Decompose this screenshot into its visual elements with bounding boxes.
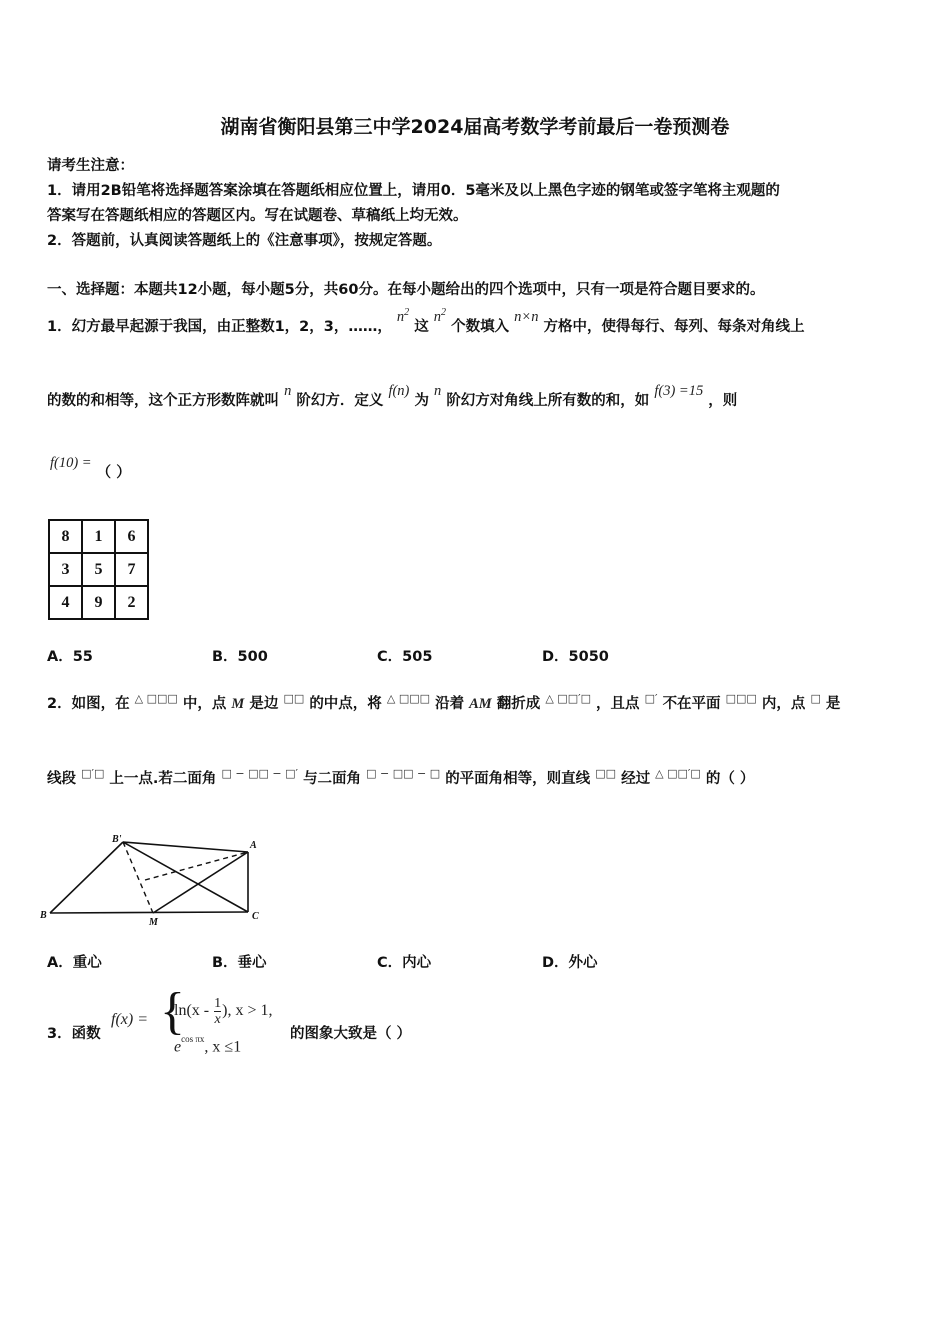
q2-formula: △ □□′□ [545, 692, 591, 705]
piecewise-case-1 [174, 996, 272, 1027]
q2-text: 与二面角 [303, 771, 362, 787]
page-title: 湖南省衡阳县第三中学2024届高考数学考前最后一卷预测卷 [220, 116, 730, 138]
notice-line-1: 1．请用2B铅笔将选择题答案涂填在答题纸相应位置上，请用0．5毫米及以上黑色字迹的钢笔或签字笔将主观题的 [47, 183, 780, 199]
q1-math: f(3) =15 [654, 383, 704, 399]
label-c: C [252, 911, 259, 922]
label-a: A [250, 840, 257, 851]
q1-line-2 [47, 383, 738, 410]
q2-formula: □′□ [81, 767, 105, 780]
label-b: B [40, 910, 47, 921]
q3-function-name: f(x) = [111, 1011, 148, 1028]
q1-text: 1．幻方最早起源于我国，由正整数1，2，3，……， [47, 319, 392, 335]
q2-formula: □′ [644, 692, 658, 705]
piecewise-case-2 [174, 1034, 242, 1056]
q1-math: $n^2$ [433, 307, 447, 325]
q2-text: 中，点 [182, 696, 227, 712]
q2-text: 的平面角相等，则直线 [445, 771, 591, 787]
dashed-inner [145, 852, 248, 880]
q2-text: 2．如图，在 [47, 696, 130, 712]
q1-text: 阶幻方．定义 [296, 393, 384, 409]
case1-suffix: ), x > 1, [222, 1002, 273, 1020]
edge-b-bprime [50, 842, 123, 913]
q2-line-2 [47, 767, 754, 788]
edge-bprime-c [123, 842, 248, 912]
q2-line-1 [47, 692, 840, 713]
q2-option-d: D．外心 [542, 955, 598, 971]
q1-math: n [284, 383, 292, 399]
q2-text: ，且点 [596, 696, 640, 712]
q1-text: 方格中，使得每行、每列、每条对角线上 [543, 319, 805, 335]
q1-text: 个数填入 [451, 319, 510, 335]
q1-math: n×n [514, 309, 539, 325]
edge-bprime-a [123, 842, 248, 852]
grid-cell: 5 [82, 553, 115, 586]
grid-cell: 7 [115, 553, 148, 586]
q2-option-a: A．重心 [47, 955, 102, 971]
q2-text: 翻折成 [496, 696, 541, 712]
fraction-denominator: x [214, 1012, 221, 1027]
exp-power: cos πx [181, 1034, 205, 1044]
grid-cell: 6 [115, 520, 148, 553]
q1-math: $n^2$ [396, 307, 410, 325]
q2-text: 是 [825, 696, 841, 712]
grid-cell: 3 [49, 553, 82, 586]
q2-text: 内，点 [761, 696, 806, 712]
grid-cell: 2 [115, 586, 148, 619]
q2-formula: □ [810, 692, 821, 705]
q2-text: 上一点.若二面角 [109, 771, 217, 787]
piecewise-brace: { [160, 983, 185, 1040]
folding-figure [40, 830, 280, 930]
q2-option-c: C．内心 [377, 955, 432, 971]
label-bprime: B' [112, 834, 122, 845]
q1-text: 这 [414, 319, 429, 335]
q2-text: 的（ ） [705, 771, 755, 787]
q1-text: （ ） [96, 465, 131, 481]
q2-formula: □ − □□ − □ [366, 767, 441, 780]
q2-formula: □ − □□ − □′ [221, 767, 298, 780]
q1-option-b: B．500 [212, 649, 268, 665]
q1-line-1 [47, 307, 805, 336]
q2-formula: □□ [283, 692, 305, 705]
case1-prefix: ln(x - [174, 1002, 214, 1020]
q1-math: f(10) = [50, 455, 92, 471]
q3-tail: 的图象大致是（ ） [290, 1026, 412, 1042]
case2-suffix: , x ≤1 [204, 1038, 242, 1056]
q1-text: 的数的和相等，这个正方形数阵就叫 [47, 393, 279, 409]
q1-math: f(n) [388, 383, 410, 399]
label-m: M [149, 917, 158, 928]
q1-option-a: A．55 [47, 649, 93, 665]
q2-text: 线段 [47, 771, 76, 787]
q2-text: 不在平面 [662, 696, 721, 712]
q2-formula: △ □□□ [134, 692, 178, 705]
section-heading: 一、选择题：本题共12小题，每小题5分，共60分。在每小题给出的四个选项中，只有一项是符合题目要求的。 [47, 282, 765, 298]
q2-text: 是边 [249, 696, 279, 712]
q2-math: M [231, 696, 245, 712]
grid-cell: 9 [82, 586, 115, 619]
q2-formula: △ □□′□ [655, 767, 701, 780]
grid-cell: 8 [49, 520, 82, 553]
q2-text: 经过 [621, 771, 651, 787]
dashed-m-bprime [123, 842, 153, 913]
q2-option-b: B．垂心 [212, 955, 267, 971]
notice-line-3: 2．答题前，认真阅读答题纸上的《注意事项》，按规定答题。 [47, 233, 442, 249]
edge-b-c [50, 912, 248, 913]
q2-formula: △ □□□ [386, 692, 431, 705]
q3-lead: 3．函数 [47, 1026, 101, 1042]
q2-text: 沿着 [435, 696, 465, 712]
q2-formula: □□□ [725, 692, 757, 705]
q1-text: 阶幻方对角线上所有数的和，如 [446, 393, 650, 409]
notice-heading: 请考生注意： [47, 158, 134, 174]
q2-formula: □□ [595, 767, 617, 780]
q2-text: 的中点，将 [309, 696, 382, 712]
grid-cell: 4 [49, 586, 82, 619]
notice-line-2: 答案写在答题纸相应的答题区内。写在试题卷、草稿纸上均无效。 [47, 208, 468, 224]
q1-text: ，则 [708, 393, 738, 409]
exp-base: e [174, 1038, 182, 1056]
fraction [214, 996, 221, 1027]
q1-option-c: C．505 [377, 649, 433, 665]
grid-cell: 1 [82, 520, 115, 553]
q1-text: 为 [414, 393, 429, 409]
q1-line-3 [50, 455, 131, 481]
q1-option-d: D．5050 [542, 649, 609, 665]
q2-math: AM [469, 696, 492, 712]
q1-math: n [434, 383, 442, 399]
fraction-numerator: 1 [214, 996, 222, 1011]
magic-square-grid [48, 519, 149, 620]
